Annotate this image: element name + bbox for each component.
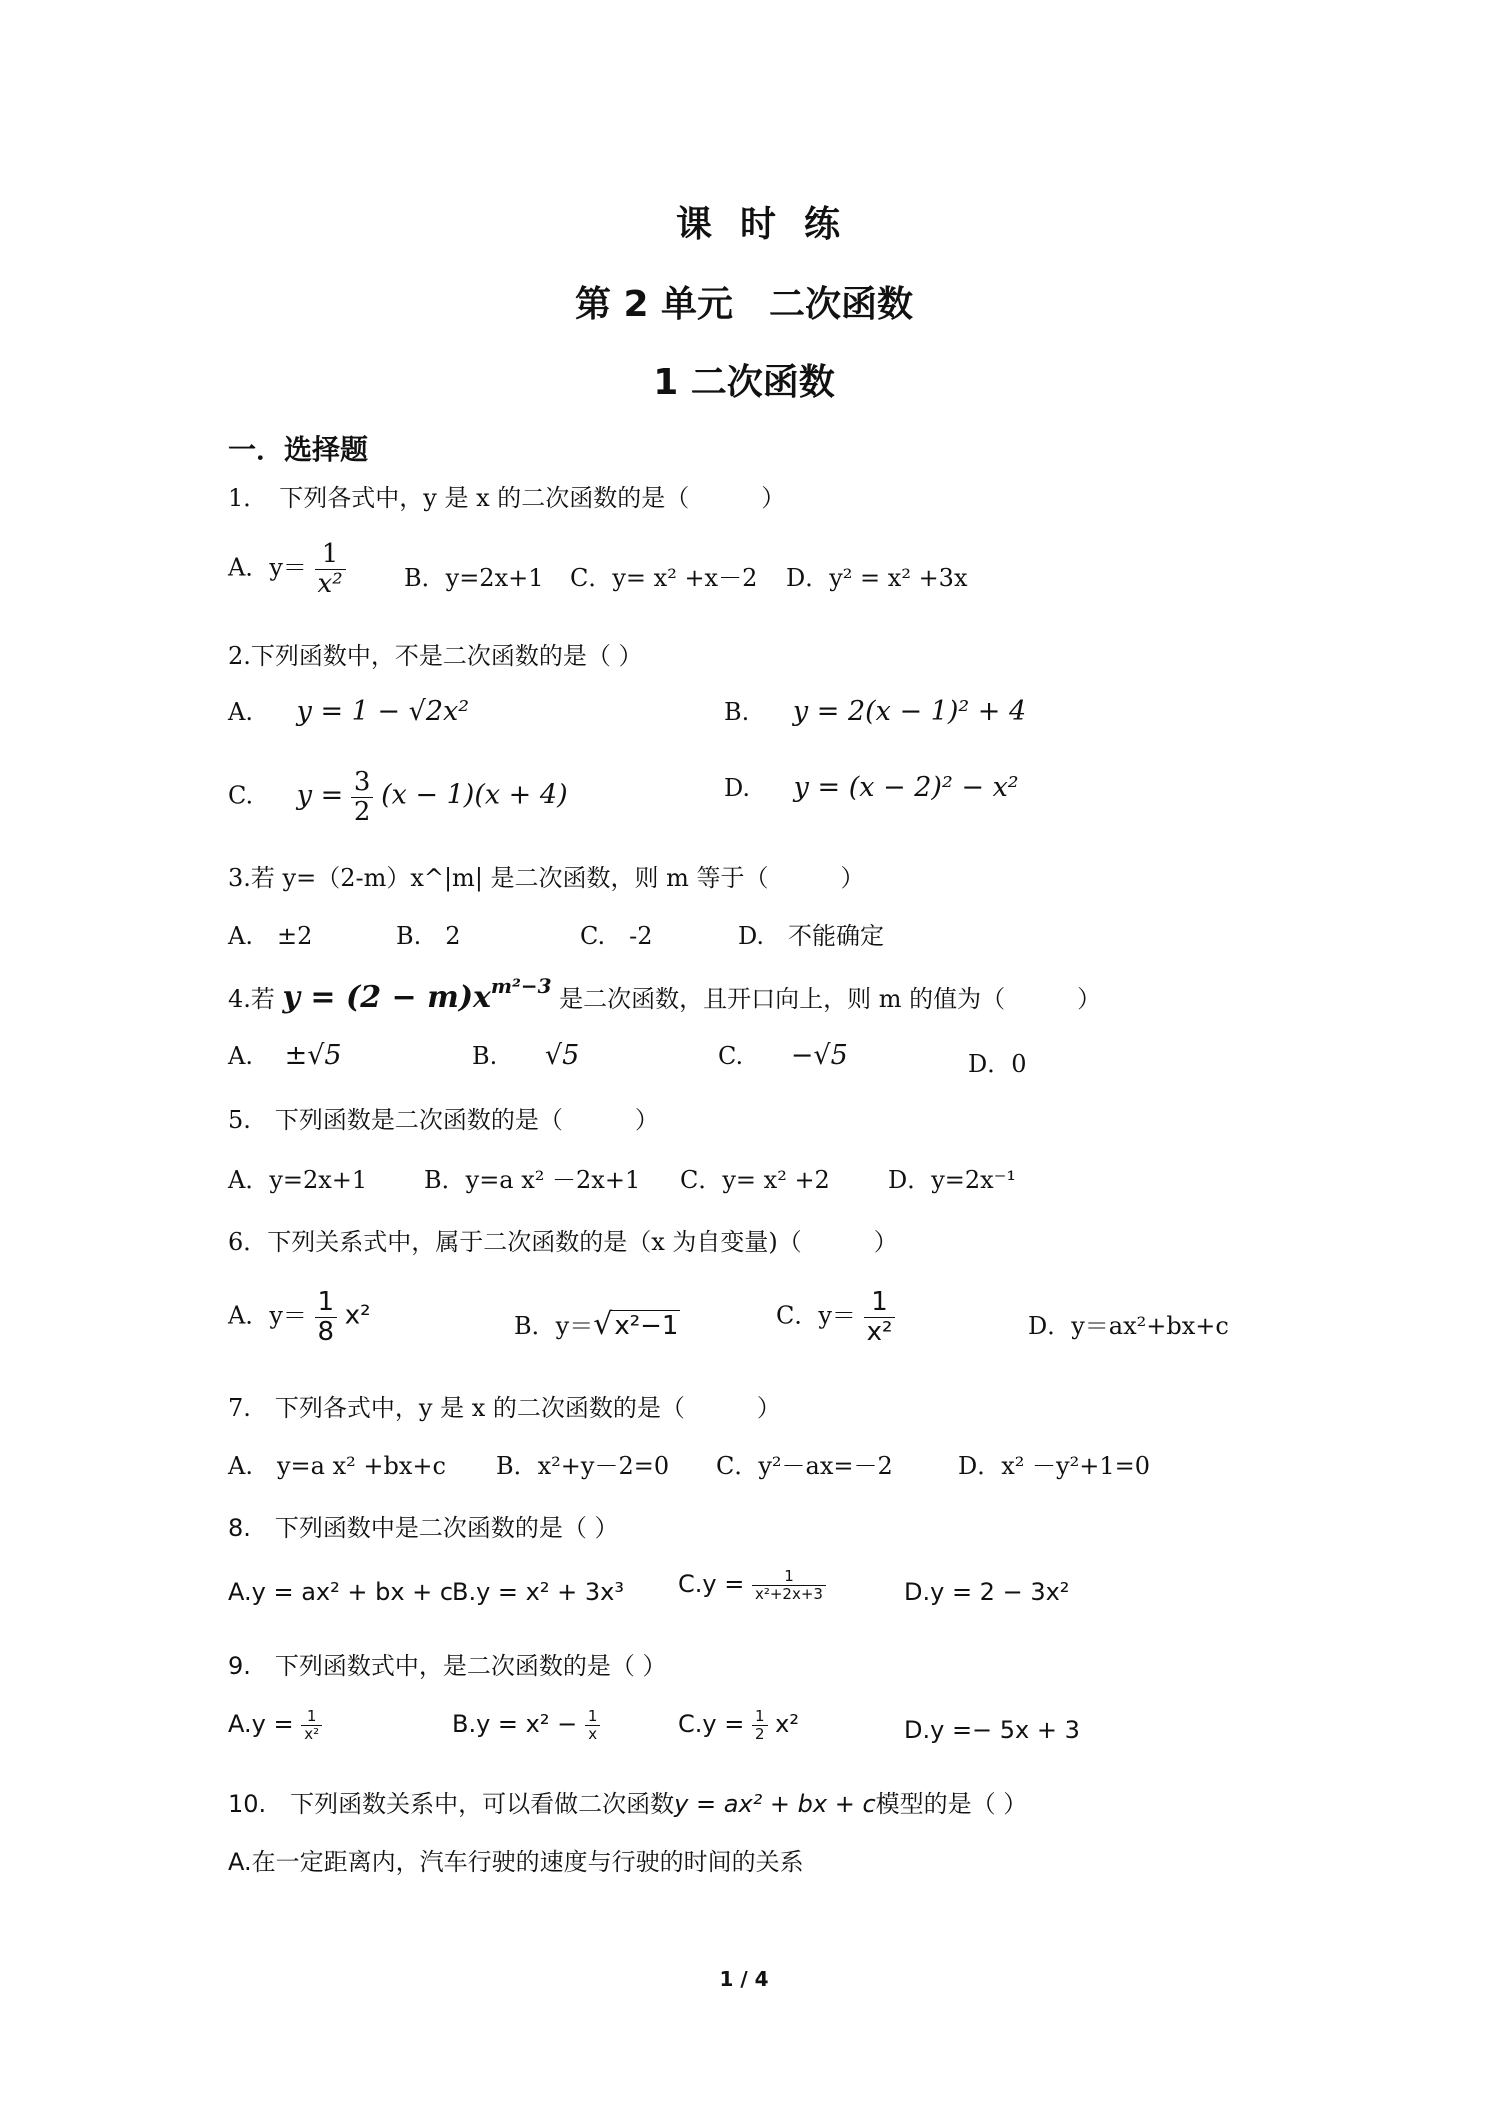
question-1-option-a (228, 540, 346, 598)
page-title: 课时练 (675, 204, 868, 245)
question-9-option-a (228, 1708, 322, 1742)
q10-stem-expression: y = ax² + bx + c (674, 1790, 876, 1818)
q9-b-numerator: 1 (585, 1708, 601, 1726)
question-9-stem: 9. 下列函数式中，是二次函数的是（ ） (228, 1652, 667, 1680)
q4-stem-expression: y = (2 − m)x (282, 980, 491, 1015)
question-2-option-c (228, 768, 568, 826)
question-6-option-c (776, 1288, 895, 1346)
q6-a-prefix: A．y＝ (228, 1301, 307, 1330)
question-5-option-c: C．y= x² +2 (680, 1166, 830, 1194)
q9-c-fraction (752, 1708, 768, 1742)
q2-c-label: C. (228, 781, 254, 810)
q9-c-tail: x² (775, 1710, 799, 1738)
q9-a-numerator: 1 (301, 1708, 322, 1726)
question-7-option-a: A. y=a x² +bx+c (228, 1452, 446, 1480)
q2-d-expression: y = (x − 2)² − x² (793, 772, 1019, 803)
q9-a-fraction (301, 1708, 322, 1742)
question-8-option-d: D.y = 2 − 3x² (904, 1578, 1070, 1606)
question-1-option-c: C．y= x² +x－2 (570, 564, 758, 592)
q1-a-denominator: x² (317, 568, 343, 599)
q6-c-denominator: x² (866, 1316, 893, 1347)
question-10-stem (228, 1784, 1027, 1819)
q6-b-radicand: x²−1 (614, 1311, 679, 1341)
question-9-option-b (452, 1708, 600, 1742)
question-5-option-a: A．y=2x+1 (228, 1166, 368, 1194)
question-9-option-d: D.y =− 5x + 3 (904, 1716, 1080, 1744)
q2-c-lead: y = (296, 779, 344, 811)
q8-c-denominator: x²+2x+3 (754, 1584, 823, 1603)
question-6-option-a (228, 1288, 371, 1346)
q9-b-prefix: B.y = x² − (452, 1710, 578, 1738)
question-8-option-a: A.y = ax² + bx + c (228, 1578, 454, 1606)
q1-a-numerator: 1 (315, 540, 346, 570)
q4-c-label: C. (718, 1042, 744, 1070)
lesson-title: 1 二次函数 (653, 362, 835, 403)
question-2-stem: 2.下列函数中，不是二次函数的是（ ） (228, 642, 643, 670)
q4-c-expression: −√5 (790, 1040, 848, 1071)
question-8-stem: 8. 下列函数中是二次函数的是（ ） (228, 1514, 619, 1542)
q4-a-label: A. (228, 1042, 253, 1070)
q6-a-numerator: 1 (315, 1288, 338, 1318)
q8-c-fraction (752, 1568, 826, 1602)
question-3-option-a: A. ±2 (228, 922, 313, 950)
question-6-option-b (514, 1306, 680, 1342)
q4-a-expression: ±√5 (284, 1040, 342, 1071)
q10-stem-end: 模型的是（ ） (875, 1790, 1028, 1818)
q4-stem-exponent: m²−3 (490, 974, 552, 998)
question-7-option-d: D．x² －y²+1=0 (958, 1452, 1150, 1480)
q2-c-tail: (x − 1)(x + 4) (381, 779, 568, 811)
q1-a-fraction (315, 540, 346, 598)
question-9-option-c (678, 1708, 799, 1742)
question-2-option-b (724, 696, 1026, 727)
q9-b-fraction (585, 1708, 601, 1742)
question-6-option-d: D．y＝ax²+bx+c (1028, 1312, 1229, 1340)
q2-a-expression: y = 1 − √2x² (296, 696, 470, 727)
question-4-option-d: D．0 (968, 1050, 1027, 1078)
q9-a-prefix: A.y = (228, 1710, 294, 1738)
q4-b-expression: √5 (544, 1040, 580, 1071)
question-1-stem: 1． 下列各式中，y 是 x 的二次函数的是（ ） (228, 484, 786, 512)
question-1-option-d: D．y² = x² +3x (786, 564, 968, 592)
question-5-option-d: D．y=2x⁻¹ (888, 1166, 1017, 1194)
q6-b-radical-sign: √ (593, 1307, 613, 1342)
question-5-stem: 5. 下列函数是二次函数的是（ ） (228, 1106, 659, 1134)
question-7-option-c: C．y²－ax=－2 (716, 1452, 893, 1480)
question-7-option-b: B．x²+y－2=0 (496, 1452, 670, 1480)
question-6-stem: 6．下列关系式中，属于二次函数的是（x 为自变量)（ ） (228, 1228, 898, 1256)
question-3-option-b: B. 2 (396, 922, 461, 950)
q2-d-label: D. (724, 774, 751, 802)
q2-a-label: A. (228, 698, 253, 726)
q10-stem-start: 10. 下列函数关系中，可以看做二次函数 (228, 1790, 675, 1818)
q6-a-fraction (315, 1288, 338, 1346)
question-3-stem: 3.若 y=（2-m）x^|m| 是二次函数，则 m 等于（ ） (228, 864, 865, 892)
page-number: 1 / 4 (719, 1967, 769, 1991)
q2-b-expression: y = 2(x − 1)² + 4 (792, 696, 1027, 727)
q6-a-denominator: 8 (317, 1316, 335, 1347)
q9-c-numerator: 1 (752, 1708, 768, 1726)
q9-c-prefix: C.y = (678, 1710, 745, 1738)
question-2-option-a (228, 696, 469, 727)
q6-c-prefix: C．y＝ (776, 1301, 856, 1330)
q2-b-label: B. (724, 698, 750, 726)
q6-c-fraction (864, 1288, 896, 1346)
q8-c-prefix: C.y = (678, 1570, 745, 1598)
question-8-option-c (678, 1568, 826, 1602)
q9-b-denominator: x (588, 1724, 598, 1743)
question-4-option-b (472, 1040, 579, 1071)
question-7-stem: 7. 下列各式中，y 是 x 的二次函数的是（ ） (228, 1394, 781, 1422)
question-4-stem (228, 974, 1101, 1015)
q2-c-numerator: 3 (351, 768, 374, 798)
q2-c-denominator: 2 (353, 796, 371, 827)
unit-title: 第 2 单元 二次函数 (574, 284, 914, 325)
q1-a-prefix: A．y＝ (228, 553, 307, 582)
question-3-option-d: D. 不能确定 (738, 922, 885, 950)
q8-c-numerator: 1 (752, 1568, 826, 1586)
section-heading: 一．选择题 (228, 433, 369, 466)
q4-stem-end: 是二次函数，且开口向上，则 m 的值为（ ） (559, 985, 1102, 1013)
question-5-option-b: B．y=a x² －2x+1 (424, 1166, 641, 1194)
question-4-option-c (718, 1040, 848, 1071)
question-1-option-b: B．y=2x+1 (404, 564, 544, 592)
question-2-option-d (724, 772, 1019, 803)
q2-c-fraction (351, 768, 374, 826)
q6-b-prefix: B．y＝ (514, 1312, 594, 1340)
q4-b-label: B. (472, 1042, 498, 1070)
q9-c-denominator: 2 (754, 1724, 765, 1743)
q4-stem-start: 4.若 (228, 985, 275, 1013)
q9-a-denominator: x² (304, 1724, 320, 1743)
question-8-option-b: B.y = x² + 3x³ (452, 1578, 624, 1606)
question-3-option-c: C. -2 (580, 922, 653, 950)
question-10-option-a: A.在一定距离内，汽车行驶的速度与行驶的时间的关系 (228, 1848, 804, 1876)
q6-c-numerator: 1 (864, 1288, 896, 1318)
q6-a-tail: x² (344, 1300, 371, 1331)
question-4-option-a (228, 1040, 342, 1071)
